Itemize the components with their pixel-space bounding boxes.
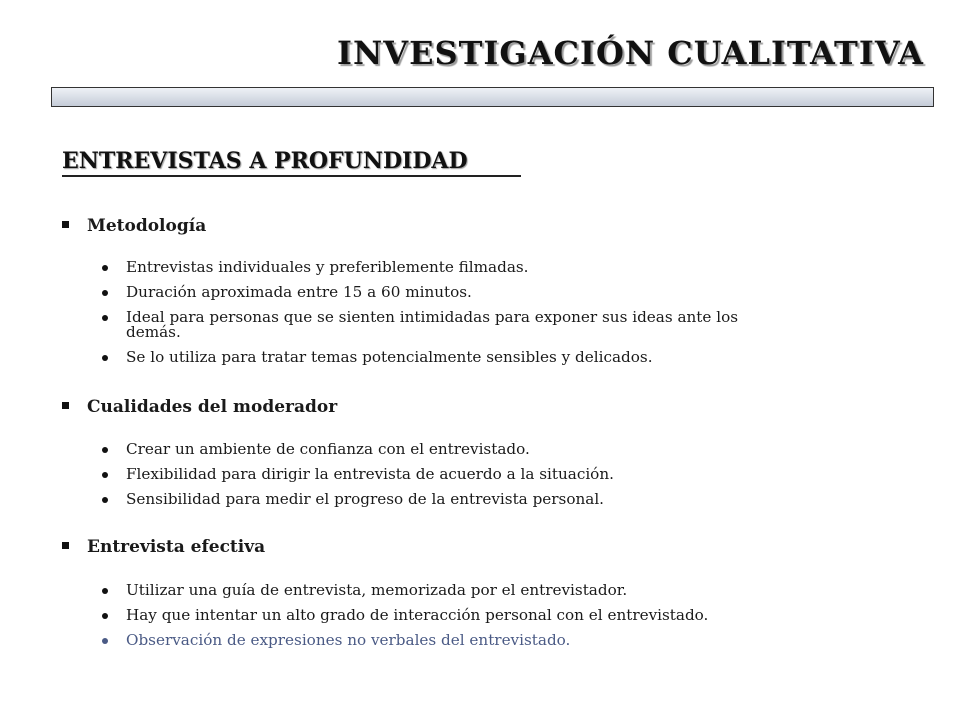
list-item-text: Utilizar una guía de entrevista, memorizada por el entrevistador. [126,581,628,599]
list-item-text: Flexibilidad para dirigir la entrevista de acuerdo a la situación. [126,465,614,483]
square-bullet-icon [62,542,69,549]
bullet-icon [102,472,108,478]
list-metodologia [100,260,800,375]
heading-metodologia [62,216,206,236]
bullet-icon [102,265,108,271]
section-title [62,148,521,177]
list-item [100,285,800,300]
heading-label: Cualidades del moderador [87,397,338,417]
list-item-text: Sensibilidad para medir el progreso de la entrevista personal. [126,490,604,508]
bullet-icon [102,497,108,503]
list-cualidades [100,442,800,517]
list-item-text: Ideal para personas que se sienten intimidadas para exponer sus ideas ante los demás. [126,308,739,341]
bullet-icon [102,447,108,453]
list-item-text: Duración aproximada entre 15 a 60 minutos. [126,283,472,301]
list-item-text: Crear un ambiente de confianza con el entrevistado. [126,440,530,458]
heading-label: Metodología [87,216,207,236]
list-item-text: Hay que intentar un alto grado de interacción personal con el entrevistado. [126,606,709,624]
list-item [100,608,800,623]
heading-cualidades [62,397,337,417]
section-title-underline [62,175,521,177]
bullet-icon [102,638,108,644]
list-item [100,350,800,365]
list-item [100,467,800,482]
list-item-text: Se lo utiliza para tratar temas potencialmente sensibles y delicados. [126,348,653,366]
list-item [100,583,800,598]
list-item [100,442,800,457]
title-bar [51,87,934,107]
bullet-icon [102,290,108,296]
list-item [100,492,800,507]
list-item-text: Entrevistas individuales y preferiblemente filmadas. [126,258,529,276]
slide-title: INVESTIGACIÓN CUALITATIVA [337,34,924,72]
list-item [100,260,800,275]
bullet-icon [102,613,108,619]
list-item [100,310,800,340]
section-title-text: ENTREVISTAS A PROFUNDIDAD [62,148,468,174]
square-bullet-icon [62,221,69,228]
bullet-icon [102,315,108,321]
heading-label: Entrevista efectiva [87,537,266,557]
bullet-icon [102,588,108,594]
heading-entrevista-efectiva [62,537,265,557]
list-item [100,633,800,648]
list-item-text: Observación de expresiones no verbales del entrevistado. [126,631,571,649]
list-entrevista-efectiva [100,583,800,658]
square-bullet-icon [62,402,69,409]
bullet-icon [102,355,108,361]
